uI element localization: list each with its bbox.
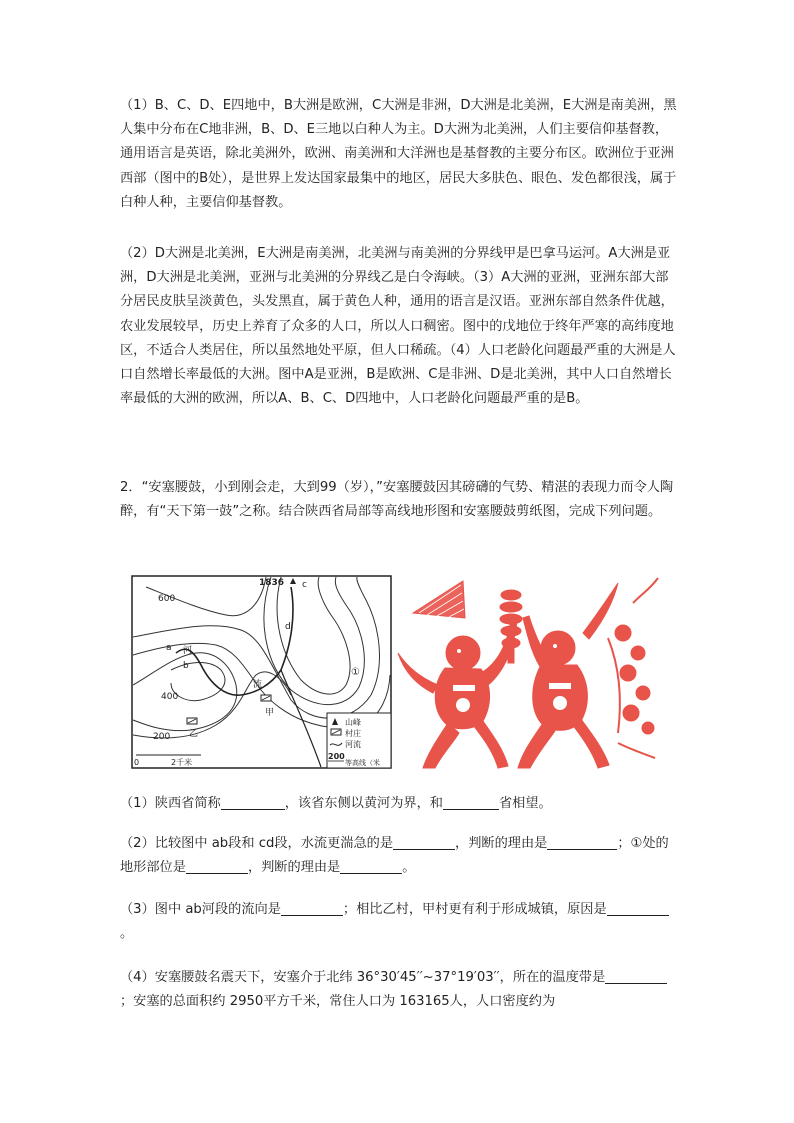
answer-blank[interactable] bbox=[605, 968, 667, 984]
point-d-label: d bbox=[285, 622, 291, 632]
village-yi-label: 乙 bbox=[189, 729, 199, 739]
answer-blank[interactable] bbox=[443, 794, 499, 810]
question-2-part-3: （3）图中 ab河段的流向是 ；相比乙村，甲村更有利于形成城镇，原因是。 bbox=[120, 898, 680, 946]
answer-blank[interactable] bbox=[186, 858, 248, 874]
question-2-part-1: （1）陕西省简称 ，该省东侧以黄河为界，和 省相望。 bbox=[120, 796, 552, 811]
contour-map bbox=[131, 575, 392, 769]
legend-contour-value: 200 bbox=[328, 752, 345, 761]
point-c-label: c bbox=[302, 580, 307, 590]
peak-label: 1836 bbox=[259, 578, 285, 588]
question-2-part-4: （4）安塞腰鼓名震天下，安塞介于北纬 36°30′45′′~37°19′03′′，所在的温度带是；安塞的总面积约 2950平方千米，常住人口为 163165人，人口密度约为 bbox=[120, 966, 680, 1014]
answer-blank[interactable] bbox=[221, 794, 285, 810]
legend-contour-label: 等高线（米 bbox=[345, 759, 380, 767]
contour-label-400: 400 bbox=[161, 692, 179, 702]
answer-paragraph-1: （1）B、C、D、E四地中，B大洲是欧洲，C大洲是非洲，D大洲是北美洲，E大洲是南美洲，黑人集中分布在C地非洲，B、D、E三地以白种人为主。D大洲为北美洲，人们主要信仰基督教，通用语言是英语，除北美洲外，欧洲、南美洲和大洋洲也是基督教的主要分布区。欧洲位于亚洲西部（图中的B处），是世界上发达国家最集中的地区，居民大多肤色、眼色、发色都很浅，属于白种人种，主要信仰基督教。 bbox=[120, 98, 677, 210]
legend-peak-label: 山峰 bbox=[345, 718, 361, 727]
question-2-intro: 2．“安塞腰鼓，小到刚会走，大到99（岁），”安塞腰鼓因其磅礴的气势、精湛的表现力而令人陶醉，有“天下第一鼓”之称。结合陕西省局部等高线地形图和安塞腰鼓剪纸图，完成下列问题。 bbox=[120, 480, 674, 520]
papercut-flowers bbox=[608, 578, 658, 758]
answer-blank[interactable] bbox=[281, 900, 343, 916]
ansai-waist-drum-papercut bbox=[393, 573, 661, 775]
river-label-2: 流 bbox=[253, 680, 263, 690]
papercut-ribbon-right bbox=[583, 583, 618, 639]
papercut-head-left bbox=[446, 636, 480, 670]
papercut-ribbon-left bbox=[398, 653, 438, 693]
scale-zero: 0 bbox=[134, 758, 140, 767]
legend-village-label: 村庄 bbox=[345, 729, 361, 738]
legend-river-label: 河流 bbox=[345, 740, 361, 749]
scale-label: 2千米 bbox=[171, 758, 193, 767]
answer-blank[interactable] bbox=[607, 900, 669, 916]
contour-label-200: 200 bbox=[153, 732, 171, 742]
point-a-label: a bbox=[166, 643, 172, 653]
question-2-part-2: （2）比较图中 ab段和 cd段，水流更湍急的是 ，判断的理由是 ；①处的地形部位是 ，判断的理由是 。 bbox=[120, 836, 669, 876]
river-label-1: 河 bbox=[183, 646, 193, 656]
circle-one-label: ① bbox=[351, 667, 360, 678]
answer-blank[interactable] bbox=[547, 834, 617, 850]
village-jia-label: 甲 bbox=[265, 708, 275, 718]
answer-blank[interactable] bbox=[340, 858, 402, 874]
point-b-label: b bbox=[183, 661, 189, 671]
answer-blank[interactable] bbox=[393, 834, 455, 850]
answer-paragraph-2: （2）D大洲是北美洲，E大洲是南美洲，北美洲与南美洲的分界线甲是巴拿马运河。A大洲是亚洲，D大洲是北美洲，亚洲与北美洲的分界线乙是白令海峡。（3）A大洲的亚洲，亚洲东部大部分居民皮肤呈淡黄色，头发黑直，属于黄色人种，通用的语言是汉语。亚洲东部自然条件优越，农业发展较早，历史上养育了众多的人口，所以人口稠密。图中的戊地位于终年严寒的高纬度地区，不适合人类居住，所以虽然地处平原，但人口稀疏。（4）人口老龄化问题最严重的大洲是人口自然增长率最低的大洲。图中A是亚洲，B是欧洲、C是非洲、D是北美洲，其中人口自然增长率最低的大洲的欧洲，所以A、B、C、D四地中，人口老龄化问题最严重的是B。 bbox=[120, 246, 676, 407]
contour-label-600: 600 bbox=[158, 594, 176, 604]
